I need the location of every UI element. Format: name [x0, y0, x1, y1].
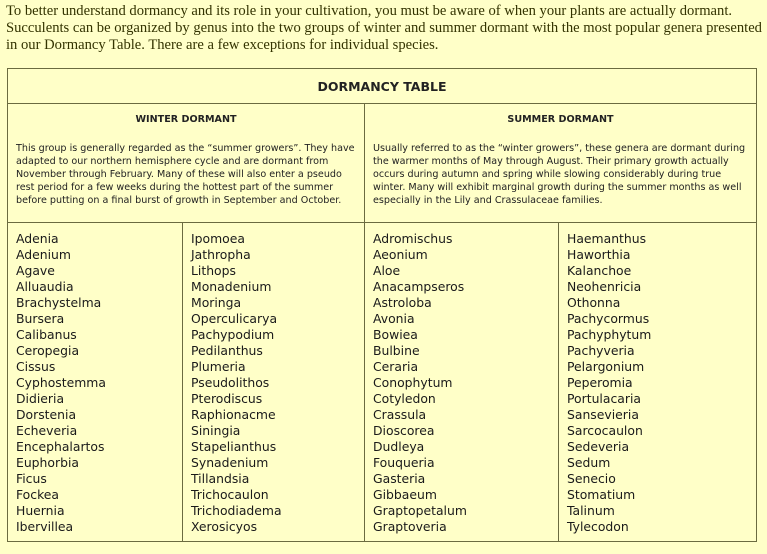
genus-item: Pterodiscus	[191, 391, 263, 406]
genus-item: Tillandsia	[191, 471, 250, 486]
genus-item: Siningia	[191, 423, 241, 438]
genus-item: Adenium	[16, 247, 71, 262]
dormancy-table	[7, 68, 757, 542]
genus-item: Calibanus	[16, 327, 77, 342]
genus-item: Monadenium	[191, 279, 272, 294]
genus-item: Haworthia	[567, 247, 631, 262]
genus-item: Alluaudia	[16, 279, 74, 294]
winter-dormant-description: This group is generally regarded as the “summer growers”. They have adapted to our northern hemisphere cycle and are dormant from November through February. Many of these will also enter a pseudo rest period for a few weeks during the hottest part of the summer before putting on a final burst of growth in September and October.	[16, 143, 355, 206]
genus-item: Moringa	[191, 295, 242, 310]
genus-item: Senecio	[567, 471, 616, 486]
genus-item: Lithops	[191, 263, 236, 278]
genus-item: Pachypodium	[191, 327, 275, 342]
genus-item: Pedilanthus	[191, 343, 263, 358]
genus-item: Operculicarya	[191, 311, 278, 326]
genus-item: Cotyledon	[373, 391, 436, 406]
genus-item: Aloe	[373, 263, 401, 278]
genus-item: Dorstenia	[16, 407, 77, 422]
genus-item: Trichocaulon	[191, 487, 269, 502]
summer-genera-column-2	[559, 223, 756, 542]
genus-item: Bulbine	[373, 343, 420, 358]
genus-item: Fockea	[16, 487, 60, 502]
genus-item: Sansevieria	[567, 407, 639, 422]
winter-genera-column-2	[183, 223, 365, 542]
genus-item: Graptoveria	[373, 519, 447, 534]
genus-item: Sedeveria	[567, 439, 630, 454]
genus-item: Othonna	[567, 295, 621, 310]
genus-item: Adenia	[16, 231, 59, 246]
genus-item: Bowiea	[373, 327, 418, 342]
genus-item: Aeonium	[373, 247, 428, 262]
genus-item: Neohenricia	[567, 279, 642, 294]
genus-item: Huernia	[16, 503, 65, 518]
genus-item: Stapelianthus	[191, 439, 277, 454]
genus-item: Pachyveria	[567, 343, 635, 358]
genus-item: Peperomia	[567, 375, 633, 390]
genus-item: Dioscorea	[373, 423, 435, 438]
genus-item: Brachystelma	[16, 295, 102, 310]
genus-item: Dudleya	[373, 439, 425, 454]
genus-item: Didieria	[16, 391, 65, 406]
genus-item: Anacampseros	[373, 279, 465, 294]
genus-item: Encephalartos	[16, 439, 105, 454]
genus-item: Portulacaria	[567, 391, 641, 406]
genus-item: Crassula	[373, 407, 427, 422]
genus-item: Pachyphytum	[567, 327, 652, 342]
genus-item: Tylecodon	[567, 519, 629, 534]
genus-item: Talinum	[567, 503, 615, 518]
winter-genera-column-1	[8, 223, 183, 542]
genus-item: Fouqueria	[373, 455, 435, 470]
genus-item: Bursera	[16, 311, 65, 326]
genus-item: Astroloba	[373, 295, 432, 310]
genus-item: Gibbaeum	[373, 487, 437, 502]
genus-item: Haemanthus	[567, 231, 647, 246]
genus-item: Pseudolithos	[191, 375, 270, 390]
winter-dormant-header	[8, 104, 365, 222]
genus-item: Xerosicyos	[191, 519, 258, 534]
genus-item: Trichodiadema	[191, 503, 282, 518]
genus-item: Echeveria	[16, 423, 78, 438]
genus-item: Plumeria	[191, 359, 246, 374]
genus-item: Ceropegia	[16, 343, 80, 358]
summer-dormant-header	[365, 104, 756, 222]
summer-genera-column-1	[365, 223, 559, 542]
genus-item: Graptopetalum	[373, 503, 467, 518]
table-title: DORMANCY TABLE	[8, 69, 756, 104]
genus-item: Pelargonium	[567, 359, 645, 374]
genus-item: Raphionacme	[191, 407, 276, 422]
genus-item: Agave	[16, 263, 55, 278]
genus-item: Ceraria	[373, 359, 419, 374]
genus-item: Synadenium	[191, 455, 269, 470]
genus-item: Euphorbia	[16, 455, 79, 470]
summer-dormant-description: Usually referred to as the “winter growers”, these genera are dormant during the warmer months of May through August. Their primary growth actually occurs during autumn and spring while slowing considerably during true winter. Many will exhibit marginal growth during the summer months as well especially in the Lily and Crassulaceae families.	[373, 143, 746, 206]
genus-item: Pachycormus	[567, 311, 650, 326]
intro-paragraph: To better understand dormancy and its role in your cultivation, you must be aware of when your plants are actually dormant. Succulents can be organized by genus into the two groups of winter and summer dormant with the most popular genera presented in our Dormancy Table. There are a few exceptions for individual species.	[6, 3, 762, 53]
genus-item: Ficus	[16, 471, 47, 486]
genus-item: Ibervillea	[16, 519, 74, 534]
summer-dormant-title: SUMMER DORMANT	[507, 114, 614, 125]
genus-item: Avonia	[373, 311, 415, 326]
genus-item: Sarcocaulon	[567, 423, 643, 438]
genus-item: Cissus	[16, 359, 56, 374]
genus-item: Ipomoea	[191, 231, 245, 246]
genus-item: Conophytum	[373, 375, 453, 390]
genus-item: Stomatium	[567, 487, 636, 502]
winter-dormant-title: WINTER DORMANT	[135, 114, 237, 125]
genera-lists	[8, 222, 756, 542]
genus-item: Jathropha	[191, 247, 251, 262]
genus-item: Adromischus	[373, 231, 453, 246]
genus-item: Sedum	[567, 455, 611, 470]
genus-item: Cyphostemma	[16, 375, 106, 390]
genus-item: Gasteria	[373, 471, 426, 486]
genus-item: Kalanchoe	[567, 263, 632, 278]
